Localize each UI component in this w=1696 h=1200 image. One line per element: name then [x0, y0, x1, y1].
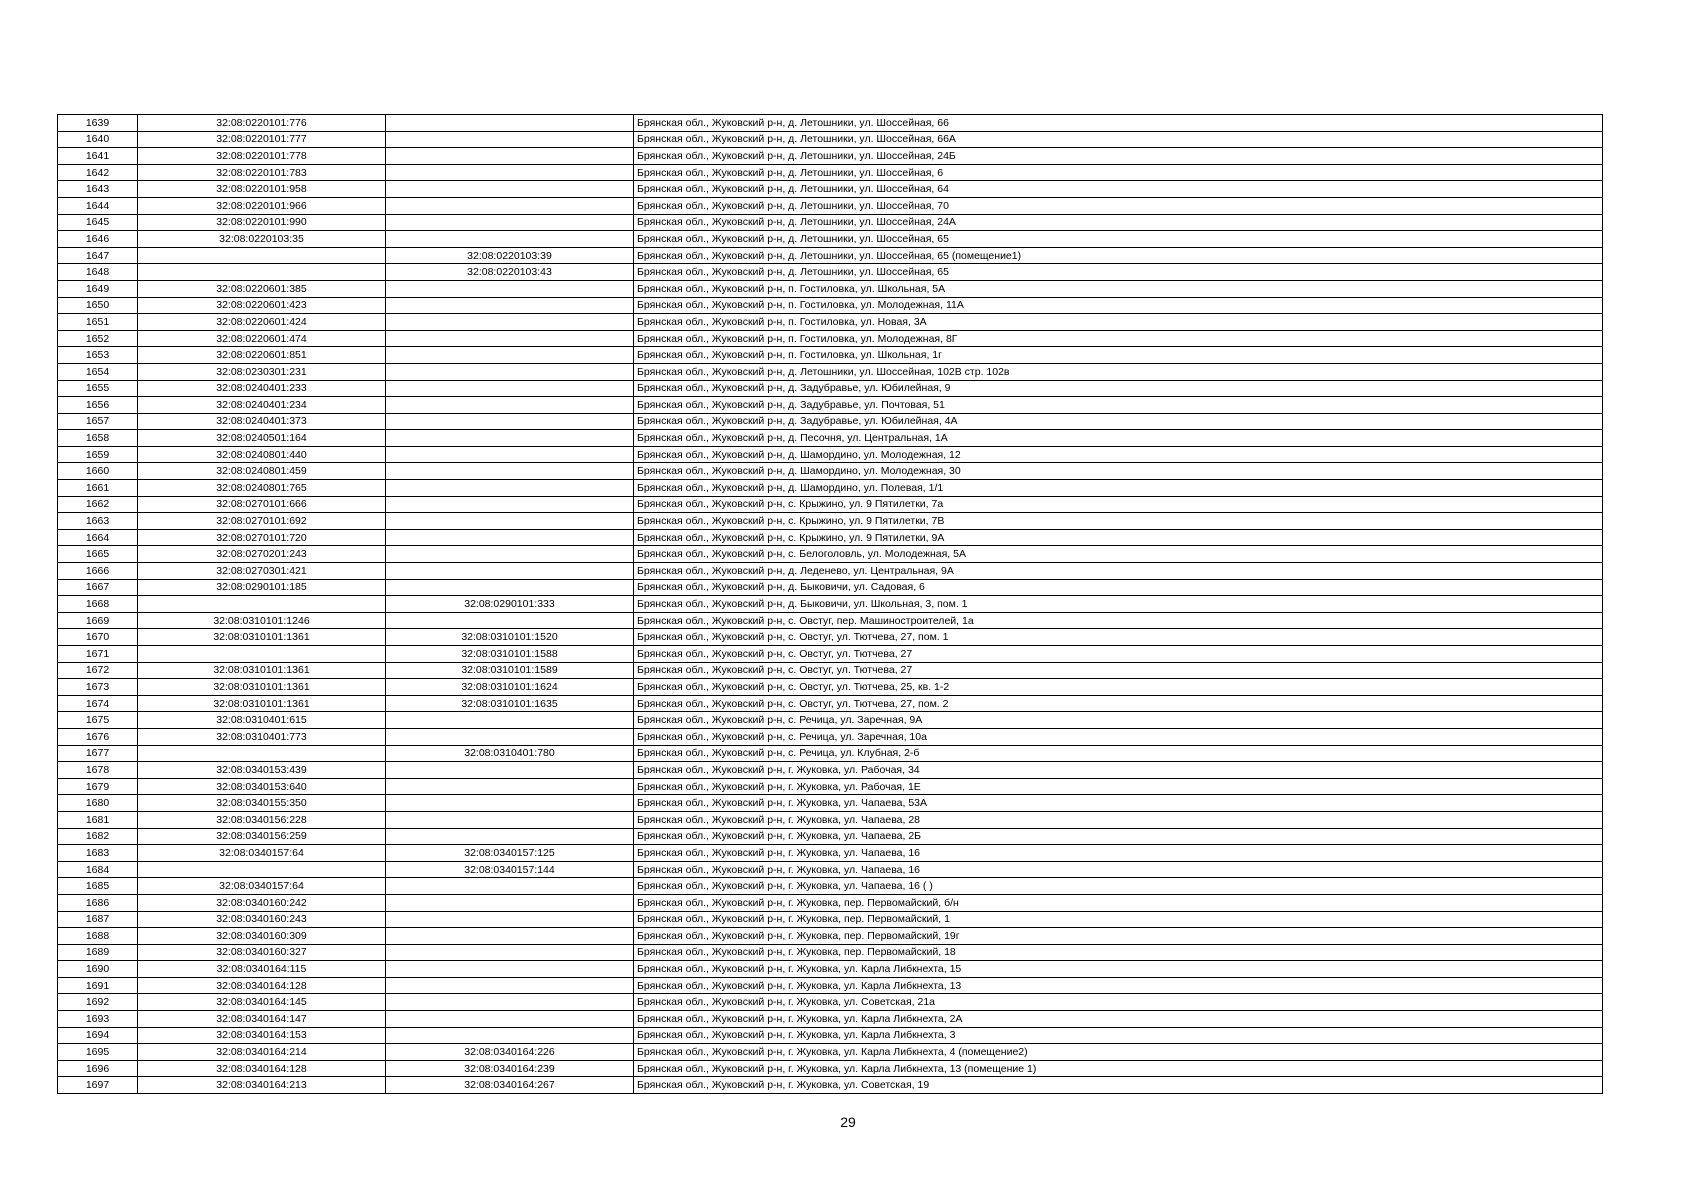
table-row — [58, 330, 1603, 347]
row-number-cell: 1654 — [58, 363, 138, 380]
address-cell: Брянская обл., Жуковский р-н, с. Крыжино, ул. 9 Пятилетки, 7а — [634, 496, 1603, 513]
premises-cadastral-number-cell — [386, 214, 634, 231]
row-number-cell: 1666 — [58, 563, 138, 580]
row-number-cell: 1684 — [58, 861, 138, 878]
row-number-cell: 1679 — [58, 778, 138, 795]
row-number-cell: 1659 — [58, 446, 138, 463]
address-cell: Брянская обл., Жуковский р-н, д. Шамордино, ул. Молодежная, 12 — [634, 446, 1603, 463]
cadastral-number-cell: 32:08:0290101:185 — [138, 579, 386, 596]
row-number-cell: 1691 — [58, 977, 138, 994]
table-row — [58, 513, 1603, 530]
table-row — [58, 1060, 1603, 1077]
row-number-cell: 1674 — [58, 695, 138, 712]
cadastral-number-cell: 32:08:0340157:64 — [138, 845, 386, 862]
row-number-cell: 1671 — [58, 646, 138, 663]
premises-cadastral-number-cell — [386, 728, 634, 745]
cadastral-number-cell: 32:08:0340156:228 — [138, 811, 386, 828]
address-cell: Брянская обл., Жуковский р-н, п. Гостиловка, ул. Новая, 3А — [634, 314, 1603, 331]
premises-cadastral-number-cell — [386, 480, 634, 497]
table-row — [58, 264, 1603, 281]
row-number-cell: 1650 — [58, 297, 138, 314]
premises-cadastral-number-cell — [386, 297, 634, 314]
table-row — [58, 861, 1603, 878]
row-number-cell: 1693 — [58, 1011, 138, 1028]
table-row — [58, 961, 1603, 978]
row-number-cell: 1655 — [58, 380, 138, 397]
address-cell: Брянская обл., Жуковский р-н, д. Задубравье, ул. Почтовая, 51 — [634, 397, 1603, 414]
row-number-cell: 1653 — [58, 347, 138, 364]
premises-cadastral-number-cell — [386, 712, 634, 729]
cadastral-number-cell: 32:08:0220101:778 — [138, 148, 386, 165]
cadastral-number-cell — [138, 596, 386, 613]
table-row — [58, 496, 1603, 513]
premises-cadastral-number-cell — [386, 1011, 634, 1028]
address-cell: Брянская обл., Жуковский р-н, д. Летошники, ул. Шоссейная, 70 — [634, 197, 1603, 214]
table-row — [58, 612, 1603, 629]
row-number-cell: 1645 — [58, 214, 138, 231]
table-row — [58, 778, 1603, 795]
row-number-cell: 1668 — [58, 596, 138, 613]
premises-cadastral-number-cell — [386, 977, 634, 994]
table-row — [58, 811, 1603, 828]
premises-cadastral-number-cell: 32:08:0310401:780 — [386, 745, 634, 762]
address-cell: Брянская обл., Жуковский р-н, д. Быковичи, ул. Школьная, 3, пом. 1 — [634, 596, 1603, 613]
table-row — [58, 911, 1603, 928]
cadastral-number-cell: 32:08:0340164:147 — [138, 1011, 386, 1028]
table-row — [58, 214, 1603, 231]
table-row — [58, 413, 1603, 430]
row-number-cell: 1641 — [58, 148, 138, 165]
row-number-cell: 1651 — [58, 314, 138, 331]
address-cell: Брянская обл., Жуковский р-н, г. Жуковка, ул. Советская, 21а — [634, 994, 1603, 1011]
address-cell: Брянская обл., Жуковский р-н, с. Овстуг, пер. Машиностроителей, 1а — [634, 612, 1603, 629]
premises-cadastral-number-cell — [386, 1027, 634, 1044]
table-row — [58, 977, 1603, 994]
cadastral-number-cell: 32:08:0220101:966 — [138, 197, 386, 214]
table-row — [58, 347, 1603, 364]
premises-cadastral-number-cell — [386, 380, 634, 397]
premises-cadastral-number-cell — [386, 280, 634, 297]
property-register-table — [57, 114, 1603, 1094]
row-number-cell: 1660 — [58, 463, 138, 480]
premises-cadastral-number-cell: 32:08:0310101:1520 — [386, 629, 634, 646]
cadastral-number-cell: 32:08:0340160:309 — [138, 928, 386, 945]
address-cell: Брянская обл., Жуковский р-н, п. Гостиловка, ул. Молодежная, 11А — [634, 297, 1603, 314]
table-row — [58, 596, 1603, 613]
table-row — [58, 397, 1603, 414]
address-cell: Брянская обл., Жуковский р-н, д. Летошники, ул. Шоссейная, 64 — [634, 181, 1603, 198]
premises-cadastral-number-cell: 32:08:0220103:39 — [386, 247, 634, 264]
address-cell: Брянская обл., Жуковский р-н, г. Жуковка, пер. Первомайский, 19г — [634, 928, 1603, 945]
premises-cadastral-number-cell — [386, 513, 634, 530]
row-number-cell: 1656 — [58, 397, 138, 414]
premises-cadastral-number-cell — [386, 563, 634, 580]
row-number-cell: 1662 — [58, 496, 138, 513]
cadastral-number-cell: 32:08:0220601:424 — [138, 314, 386, 331]
address-cell: Брянская обл., Жуковский р-н, г. Жуковка, ул. Рабочая, 34 — [634, 762, 1603, 779]
cadastral-number-cell: 32:08:0340164:213 — [138, 1077, 386, 1094]
table-row — [58, 430, 1603, 447]
row-number-cell: 1694 — [58, 1027, 138, 1044]
premises-cadastral-number-cell: 32:08:0310101:1624 — [386, 679, 634, 696]
table-row — [58, 314, 1603, 331]
address-cell: Брянская обл., Жуковский р-н, д. Летошники, ул. Шоссейная, 66А — [634, 131, 1603, 148]
address-cell: Брянская обл., Жуковский р-н, г. Жуковка, ул. Чапаева, 16 ( ) — [634, 878, 1603, 895]
table-row — [58, 1044, 1603, 1061]
cadastral-number-cell: 32:08:0340157:64 — [138, 878, 386, 895]
table-row — [58, 297, 1603, 314]
table-row — [58, 148, 1603, 165]
row-number-cell: 1648 — [58, 264, 138, 281]
address-cell: Брянская обл., Жуковский р-н, г. Жуковка, ул. Карла Либкнехта, 13 (помещение 1) — [634, 1060, 1603, 1077]
premises-cadastral-number-cell — [386, 363, 634, 380]
address-cell: Брянская обл., Жуковский р-н, г. Жуковка, ул. Рабочая, 1Е — [634, 778, 1603, 795]
table-row — [58, 197, 1603, 214]
premises-cadastral-number-cell: 32:08:0340164:239 — [386, 1060, 634, 1077]
table-row — [58, 546, 1603, 563]
address-cell: Брянская обл., Жуковский р-н, д. Летошники, ул. Шоссейная, 24Б — [634, 148, 1603, 165]
cadastral-number-cell: 32:08:0340164:115 — [138, 961, 386, 978]
premises-cadastral-number-cell — [386, 231, 634, 248]
address-cell: Брянская обл., Жуковский р-н, г. Жуковка, ул. Чапаева, 53А — [634, 795, 1603, 812]
cadastral-number-cell: 32:08:0240801:459 — [138, 463, 386, 480]
cadastral-number-cell: 32:08:0340155:350 — [138, 795, 386, 812]
address-cell: Брянская обл., Жуковский р-н, с. Овстуг, ул. Тютчева, 25, кв. 1-2 — [634, 679, 1603, 696]
cadastral-number-cell: 32:08:0220101:776 — [138, 115, 386, 132]
premises-cadastral-number-cell: 32:08:0290101:333 — [386, 596, 634, 613]
cadastral-number-cell: 32:08:0220101:777 — [138, 131, 386, 148]
table-row — [58, 181, 1603, 198]
table-row — [58, 679, 1603, 696]
table-row — [58, 894, 1603, 911]
cadastral-number-cell: 32:08:0340160:243 — [138, 911, 386, 928]
cadastral-number-cell: 32:08:0340160:327 — [138, 944, 386, 961]
table-row — [58, 563, 1603, 580]
premises-cadastral-number-cell — [386, 330, 634, 347]
row-number-cell: 1672 — [58, 662, 138, 679]
table-row — [58, 828, 1603, 845]
row-number-cell: 1682 — [58, 828, 138, 845]
table-row — [58, 247, 1603, 264]
table-row — [58, 1027, 1603, 1044]
row-number-cell: 1646 — [58, 231, 138, 248]
table-row — [58, 795, 1603, 812]
address-cell: Брянская обл., Жуковский р-н, г. Жуковка, ул. Карла Либкнехта, 4 (помещение2) — [634, 1044, 1603, 1061]
row-number-cell: 1642 — [58, 164, 138, 181]
premises-cadastral-number-cell — [386, 762, 634, 779]
address-cell: Брянская обл., Жуковский р-н, д. Летошники, ул. Шоссейная, 102В стр. 102в — [634, 363, 1603, 380]
premises-cadastral-number-cell: 32:08:0340164:226 — [386, 1044, 634, 1061]
premises-cadastral-number-cell — [386, 579, 634, 596]
address-cell: Брянская обл., Жуковский р-н, г. Жуковка, пер. Первомайский, 18 — [634, 944, 1603, 961]
table-body — [58, 115, 1603, 1094]
row-number-cell: 1697 — [58, 1077, 138, 1094]
row-number-cell: 1657 — [58, 413, 138, 430]
address-cell: Брянская обл., Жуковский р-н, д. Леденево, ул. Центральная, 9А — [634, 563, 1603, 580]
premises-cadastral-number-cell — [386, 430, 634, 447]
row-number-cell: 1649 — [58, 280, 138, 297]
premises-cadastral-number-cell — [386, 347, 634, 364]
table-row — [58, 446, 1603, 463]
cadastral-number-cell — [138, 861, 386, 878]
address-cell: Брянская обл., Жуковский р-н, д. Летошники, ул. Шоссейная, 6 — [634, 164, 1603, 181]
premises-cadastral-number-cell — [386, 529, 634, 546]
row-number-cell: 1696 — [58, 1060, 138, 1077]
table-row — [58, 745, 1603, 762]
cadastral-number-cell: 32:08:0310101:1246 — [138, 612, 386, 629]
address-cell: Брянская обл., Жуковский р-н, д. Летошники, ул. Шоссейная, 65 (помещение1) — [634, 247, 1603, 264]
row-number-cell: 1689 — [58, 944, 138, 961]
address-cell: Брянская обл., Жуковский р-н, г. Жуковка, ул. Чапаева, 2Б — [634, 828, 1603, 845]
table-row — [58, 579, 1603, 596]
cadastral-number-cell: 32:08:0220601:385 — [138, 280, 386, 297]
address-cell: Брянская обл., Жуковский р-н, с. Белоголовль, ул. Молодежная, 5А — [634, 546, 1603, 563]
table-row — [58, 878, 1603, 895]
cadastral-number-cell: 32:08:0310101:1361 — [138, 695, 386, 712]
table-row — [58, 1011, 1603, 1028]
address-cell: Брянская обл., Жуковский р-н, г. Жуковка, ул. Чапаева, 28 — [634, 811, 1603, 828]
cadastral-number-cell — [138, 646, 386, 663]
cadastral-number-cell: 32:08:0270101:692 — [138, 513, 386, 530]
cadastral-number-cell — [138, 264, 386, 281]
row-number-cell: 1670 — [58, 629, 138, 646]
row-number-cell: 1683 — [58, 845, 138, 862]
row-number-cell: 1681 — [58, 811, 138, 828]
address-cell: Брянская обл., Жуковский р-н, г. Жуковка, ул. Карла Либкнехта, 13 — [634, 977, 1603, 994]
row-number-cell: 1686 — [58, 894, 138, 911]
table-row — [58, 480, 1603, 497]
address-cell: Брянская обл., Жуковский р-н, с. Речица, ул. Заречная, 10а — [634, 728, 1603, 745]
cadastral-number-cell: 32:08:0240801:440 — [138, 446, 386, 463]
row-number-cell: 1692 — [58, 994, 138, 1011]
premises-cadastral-number-cell: 32:08:0340157:125 — [386, 845, 634, 862]
row-number-cell: 1665 — [58, 546, 138, 563]
table-row — [58, 115, 1603, 132]
cadastral-number-cell: 32:08:0240401:234 — [138, 397, 386, 414]
table-row — [58, 1077, 1603, 1094]
address-cell: Брянская обл., Жуковский р-н, п. Гостиловка, ул. Школьная, 5А — [634, 280, 1603, 297]
cadastral-number-cell: 32:08:0340164:128 — [138, 977, 386, 994]
address-cell: Брянская обл., Жуковский р-н, с. Овстуг, ул. Тютчева, 27 — [634, 662, 1603, 679]
cadastral-number-cell: 32:08:0220601:851 — [138, 347, 386, 364]
row-number-cell: 1658 — [58, 430, 138, 447]
table-row — [58, 994, 1603, 1011]
cadastral-number-cell: 32:08:0310101:1361 — [138, 679, 386, 696]
cadastral-number-cell: 32:08:0310401:615 — [138, 712, 386, 729]
premises-cadastral-number-cell — [386, 148, 634, 165]
address-cell: Брянская обл., Жуковский р-н, г. Жуковка, ул. Советская, 19 — [634, 1077, 1603, 1094]
premises-cadastral-number-cell — [386, 612, 634, 629]
row-number-cell: 1639 — [58, 115, 138, 132]
address-cell: Брянская обл., Жуковский р-н, д. Летошники, ул. Шоссейная, 65 — [634, 231, 1603, 248]
address-cell: Брянская обл., Жуковский р-н, с. Крыжино, ул. 9 Пятилетки, 7В — [634, 513, 1603, 530]
premises-cadastral-number-cell — [386, 811, 634, 828]
address-cell: Брянская обл., Жуковский р-н, д. Летошники, ул. Шоссейная, 24А — [634, 214, 1603, 231]
premises-cadastral-number-cell: 32:08:0340157:144 — [386, 861, 634, 878]
row-number-cell: 1680 — [58, 795, 138, 812]
premises-cadastral-number-cell — [386, 446, 634, 463]
address-cell: Брянская обл., Жуковский р-н, д. Летошники, ул. Шоссейная, 66 — [634, 115, 1603, 132]
table-row — [58, 380, 1603, 397]
cadastral-number-cell: 32:08:0270201:243 — [138, 546, 386, 563]
premises-cadastral-number-cell — [386, 197, 634, 214]
address-cell: Брянская обл., Жуковский р-н, д. Шамордино, ул. Молодежная, 30 — [634, 463, 1603, 480]
cadastral-number-cell: 32:08:0240801:765 — [138, 480, 386, 497]
cadastral-number-cell: 32:08:0240401:373 — [138, 413, 386, 430]
premises-cadastral-number-cell — [386, 994, 634, 1011]
cadastral-number-cell: 32:08:0310101:1361 — [138, 662, 386, 679]
cadastral-number-cell: 32:08:0270301:421 — [138, 563, 386, 580]
premises-cadastral-number-cell: 32:08:0310101:1589 — [386, 662, 634, 679]
premises-cadastral-number-cell — [386, 961, 634, 978]
address-cell: Брянская обл., Жуковский р-н, с. Речица, ул. Клубная, 2-б — [634, 745, 1603, 762]
table-row — [58, 928, 1603, 945]
address-cell: Брянская обл., Жуковский р-н, с. Речица, ул. Заречная, 9А — [634, 712, 1603, 729]
cadastral-number-cell: 32:08:0220601:474 — [138, 330, 386, 347]
cadastral-number-cell: 32:08:0220103:35 — [138, 231, 386, 248]
address-cell: Брянская обл., Жуковский р-н, г. Жуковка, ул. Чапаева, 16 — [634, 845, 1603, 862]
address-cell: Брянская обл., Жуковский р-н, д. Задубравье, ул. Юбилейная, 9 — [634, 380, 1603, 397]
cadastral-number-cell: 32:08:0230301:231 — [138, 363, 386, 380]
cadastral-number-cell: 32:08:0340164:145 — [138, 994, 386, 1011]
row-number-cell: 1669 — [58, 612, 138, 629]
table-row — [58, 728, 1603, 745]
premises-cadastral-number-cell: 32:08:0340164:267 — [386, 1077, 634, 1094]
address-cell: Брянская обл., Жуковский р-н, с. Овстуг, ул. Тютчева, 27, пом. 2 — [634, 695, 1603, 712]
table-row — [58, 131, 1603, 148]
premises-cadastral-number-cell — [386, 894, 634, 911]
address-cell: Брянская обл., Жуковский р-н, д. Задубравье, ул. Юбилейная, 4А — [634, 413, 1603, 430]
row-number-cell: 1685 — [58, 878, 138, 895]
table-row — [58, 712, 1603, 729]
cadastral-number-cell — [138, 745, 386, 762]
row-number-cell: 1687 — [58, 911, 138, 928]
premises-cadastral-number-cell — [386, 164, 634, 181]
row-number-cell: 1673 — [58, 679, 138, 696]
row-number-cell: 1644 — [58, 197, 138, 214]
address-cell: Брянская обл., Жуковский р-н, д. Песочня, ул. Центральная, 1А — [634, 430, 1603, 447]
table-row — [58, 463, 1603, 480]
cadastral-number-cell: 32:08:0240401:233 — [138, 380, 386, 397]
cadastral-number-cell: 32:08:0340153:439 — [138, 762, 386, 779]
premises-cadastral-number-cell — [386, 463, 634, 480]
cadastral-number-cell: 32:08:0270101:720 — [138, 529, 386, 546]
cadastral-number-cell: 32:08:0220101:990 — [138, 214, 386, 231]
cadastral-number-cell: 32:08:0340160:242 — [138, 894, 386, 911]
row-number-cell: 1643 — [58, 181, 138, 198]
cadastral-number-cell: 32:08:0220601:423 — [138, 297, 386, 314]
cadastral-number-cell: 32:08:0340156:259 — [138, 828, 386, 845]
premises-cadastral-number-cell — [386, 413, 634, 430]
row-number-cell: 1664 — [58, 529, 138, 546]
table-row — [58, 363, 1603, 380]
row-number-cell: 1678 — [58, 762, 138, 779]
table-row — [58, 662, 1603, 679]
row-number-cell: 1695 — [58, 1044, 138, 1061]
premises-cadastral-number-cell — [386, 944, 634, 961]
cadastral-number-cell: 32:08:0310101:1361 — [138, 629, 386, 646]
address-cell: Брянская обл., Жуковский р-н, г. Жуковка, ул. Карла Либкнехта, 3 — [634, 1027, 1603, 1044]
row-number-cell: 1667 — [58, 579, 138, 596]
table-row — [58, 231, 1603, 248]
address-cell: Брянская обл., Жуковский р-н, г. Жуковка, пер. Первомайский, 1 — [634, 911, 1603, 928]
row-number-cell: 1647 — [58, 247, 138, 264]
table-row — [58, 845, 1603, 862]
premises-cadastral-number-cell — [386, 795, 634, 812]
table-row — [58, 629, 1603, 646]
table-row — [58, 529, 1603, 546]
premises-cadastral-number-cell — [386, 546, 634, 563]
row-number-cell: 1677 — [58, 745, 138, 762]
address-cell: Брянская обл., Жуковский р-н, с. Крыжино, ул. 9 Пятилетки, 9А — [634, 529, 1603, 546]
premises-cadastral-number-cell — [386, 314, 634, 331]
address-cell: Брянская обл., Жуковский р-н, г. Жуковка, ул. Карла Либкнехта, 15 — [634, 961, 1603, 978]
address-cell: Брянская обл., Жуковский р-н, с. Овстуг, ул. Тютчева, 27 — [634, 646, 1603, 663]
cadastral-number-cell: 32:08:0240501:164 — [138, 430, 386, 447]
address-cell: Брянская обл., Жуковский р-н, с. Овстуг, ул. Тютчева, 27, пом. 1 — [634, 629, 1603, 646]
address-cell: Брянская обл., Жуковский р-н, п. Гостиловка, ул. Молодежная, 8Г — [634, 330, 1603, 347]
row-number-cell: 1676 — [58, 728, 138, 745]
address-cell: Брянская обл., Жуковский р-н, д. Шамордино, ул. Полевая, 1/1 — [634, 480, 1603, 497]
premises-cadastral-number-cell — [386, 115, 634, 132]
premises-cadastral-number-cell — [386, 397, 634, 414]
cadastral-number-cell: 32:08:0220101:783 — [138, 164, 386, 181]
premises-cadastral-number-cell — [386, 778, 634, 795]
premises-cadastral-number-cell — [386, 911, 634, 928]
row-number-cell: 1675 — [58, 712, 138, 729]
address-cell: Брянская обл., Жуковский р-н, д. Летошники, ул. Шоссейная, 65 — [634, 264, 1603, 281]
cadastral-number-cell: 32:08:0340153:640 — [138, 778, 386, 795]
row-number-cell: 1640 — [58, 131, 138, 148]
cadastral-number-cell: 32:08:0340164:153 — [138, 1027, 386, 1044]
premises-cadastral-number-cell — [386, 496, 634, 513]
premises-cadastral-number-cell: 32:08:0220103:43 — [386, 264, 634, 281]
premises-cadastral-number-cell — [386, 181, 634, 198]
page-number: 29 — [840, 1114, 856, 1130]
table-row — [58, 762, 1603, 779]
address-cell: Брянская обл., Жуковский р-н, г. Жуковка, ул. Чапаева, 16 — [634, 861, 1603, 878]
premises-cadastral-number-cell: 32:08:0310101:1588 — [386, 646, 634, 663]
row-number-cell: 1663 — [58, 513, 138, 530]
premises-cadastral-number-cell — [386, 928, 634, 945]
premises-cadastral-number-cell — [386, 828, 634, 845]
cadastral-number-cell — [138, 247, 386, 264]
table-row — [58, 280, 1603, 297]
address-cell: Брянская обл., Жуковский р-н, д. Быковичи, ул. Садовая, 6 — [634, 579, 1603, 596]
address-cell: Брянская обл., Жуковский р-н, п. Гостиловка, ул. Школьная, 1г — [634, 347, 1603, 364]
address-cell: Брянская обл., Жуковский р-н, г. Жуковка, ул. Карла Либкнехта, 2А — [634, 1011, 1603, 1028]
row-number-cell: 1688 — [58, 928, 138, 945]
cadastral-number-cell: 32:08:0340164:128 — [138, 1060, 386, 1077]
premises-cadastral-number-cell — [386, 878, 634, 895]
table-row — [58, 164, 1603, 181]
row-number-cell: 1661 — [58, 480, 138, 497]
cadastral-number-cell: 32:08:0270101:666 — [138, 496, 386, 513]
cadastral-number-cell: 32:08:0310401:773 — [138, 728, 386, 745]
premises-cadastral-number-cell: 32:08:0310101:1635 — [386, 695, 634, 712]
table-row — [58, 944, 1603, 961]
row-number-cell: 1690 — [58, 961, 138, 978]
premises-cadastral-number-cell — [386, 131, 634, 148]
table-row — [58, 646, 1603, 663]
table-row — [58, 695, 1603, 712]
cadastral-number-cell: 32:08:0340164:214 — [138, 1044, 386, 1061]
address-cell: Брянская обл., Жуковский р-н, г. Жуковка, пер. Первомайский, б/н — [634, 894, 1603, 911]
row-number-cell: 1652 — [58, 330, 138, 347]
cadastral-number-cell: 32:08:0220101:958 — [138, 181, 386, 198]
